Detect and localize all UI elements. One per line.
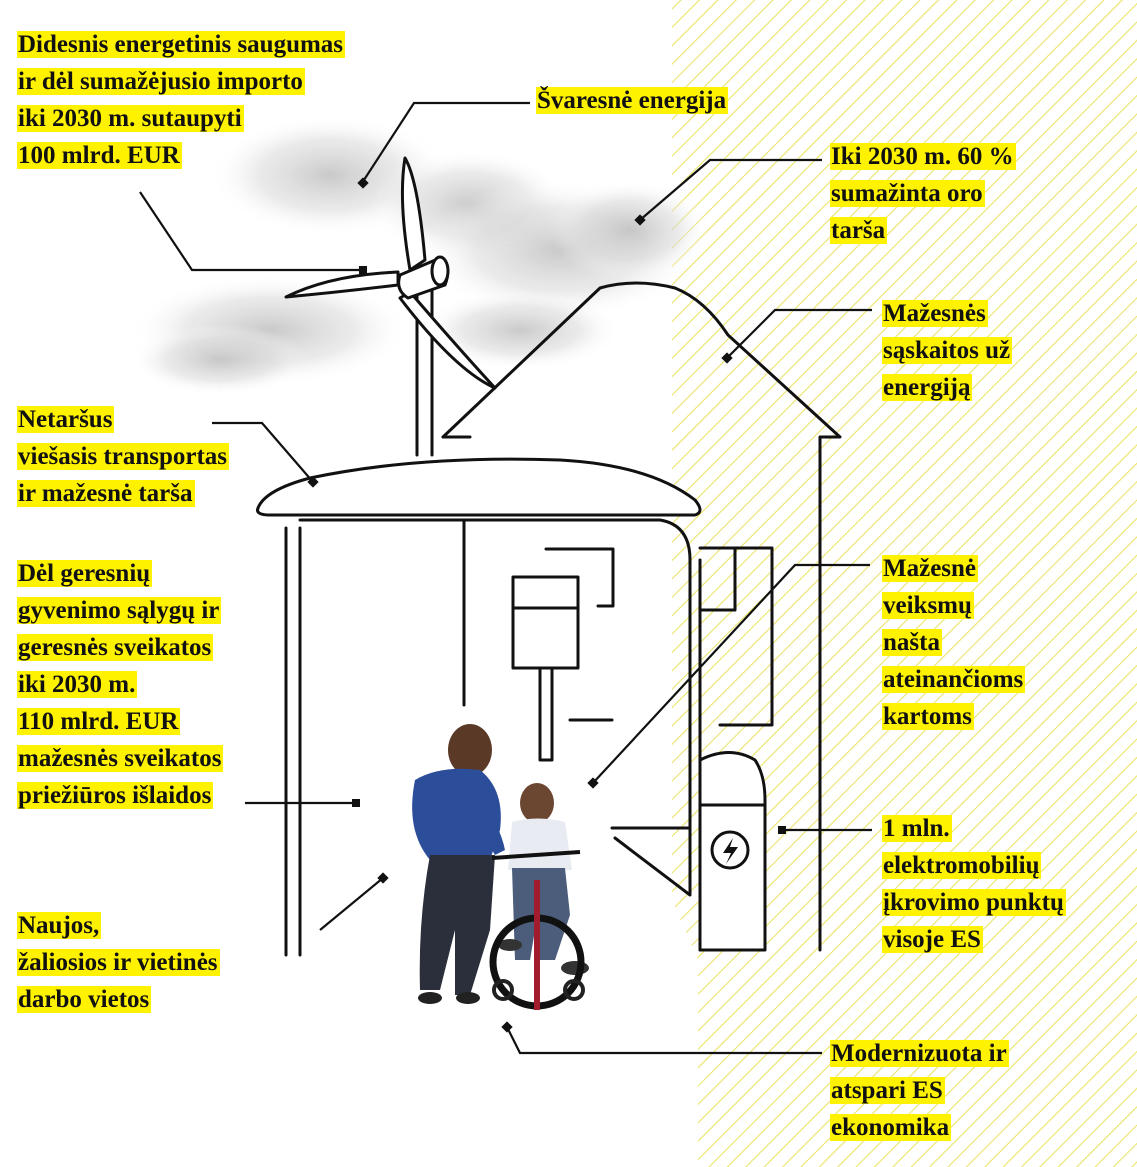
father-son-bicycle-photo bbox=[412, 724, 589, 1010]
label-public-transport: Netaršus viešasis transportas ir mažesnė tarša bbox=[18, 406, 228, 507]
label-health-savings: Dėl geresnių gyvenimo sąlygų ir geresnės sveikatos iki 2030 m. 110 mlrd. EUR mažesnės sveikatos priežiūros išlaidos bbox=[18, 560, 222, 809]
label-green-jobs: Naujos, žaliosios ir vietinės darbo vietos bbox=[18, 912, 218, 1013]
bus-stop-roof bbox=[258, 459, 701, 515]
label-air-pollution: Iki 2030 m. 60 % sumažinta oro tarša bbox=[831, 143, 1014, 244]
label-charging-points: 1 mln. elektromobilių įkrovimo punktų visoje ES bbox=[883, 815, 1064, 953]
label-energy-bills: Mažesnės sąskaitos už energiją bbox=[883, 300, 1011, 401]
signboard bbox=[513, 577, 578, 668]
label-energy-security: Didesnis energetinis saugumas ir dėl sumažėjusio importo iki 2030 m. sutaupyti 100 mlrd. EUR bbox=[18, 31, 344, 169]
label-cleaner-energy: Švaresnė energija bbox=[537, 87, 727, 114]
label-modern-economy: Modernizuota ir atspari ES ekonomika bbox=[831, 1040, 1007, 1141]
label-future-burden: Mažesnė veiksmų našta ateinančioms kartoms bbox=[883, 555, 1024, 730]
